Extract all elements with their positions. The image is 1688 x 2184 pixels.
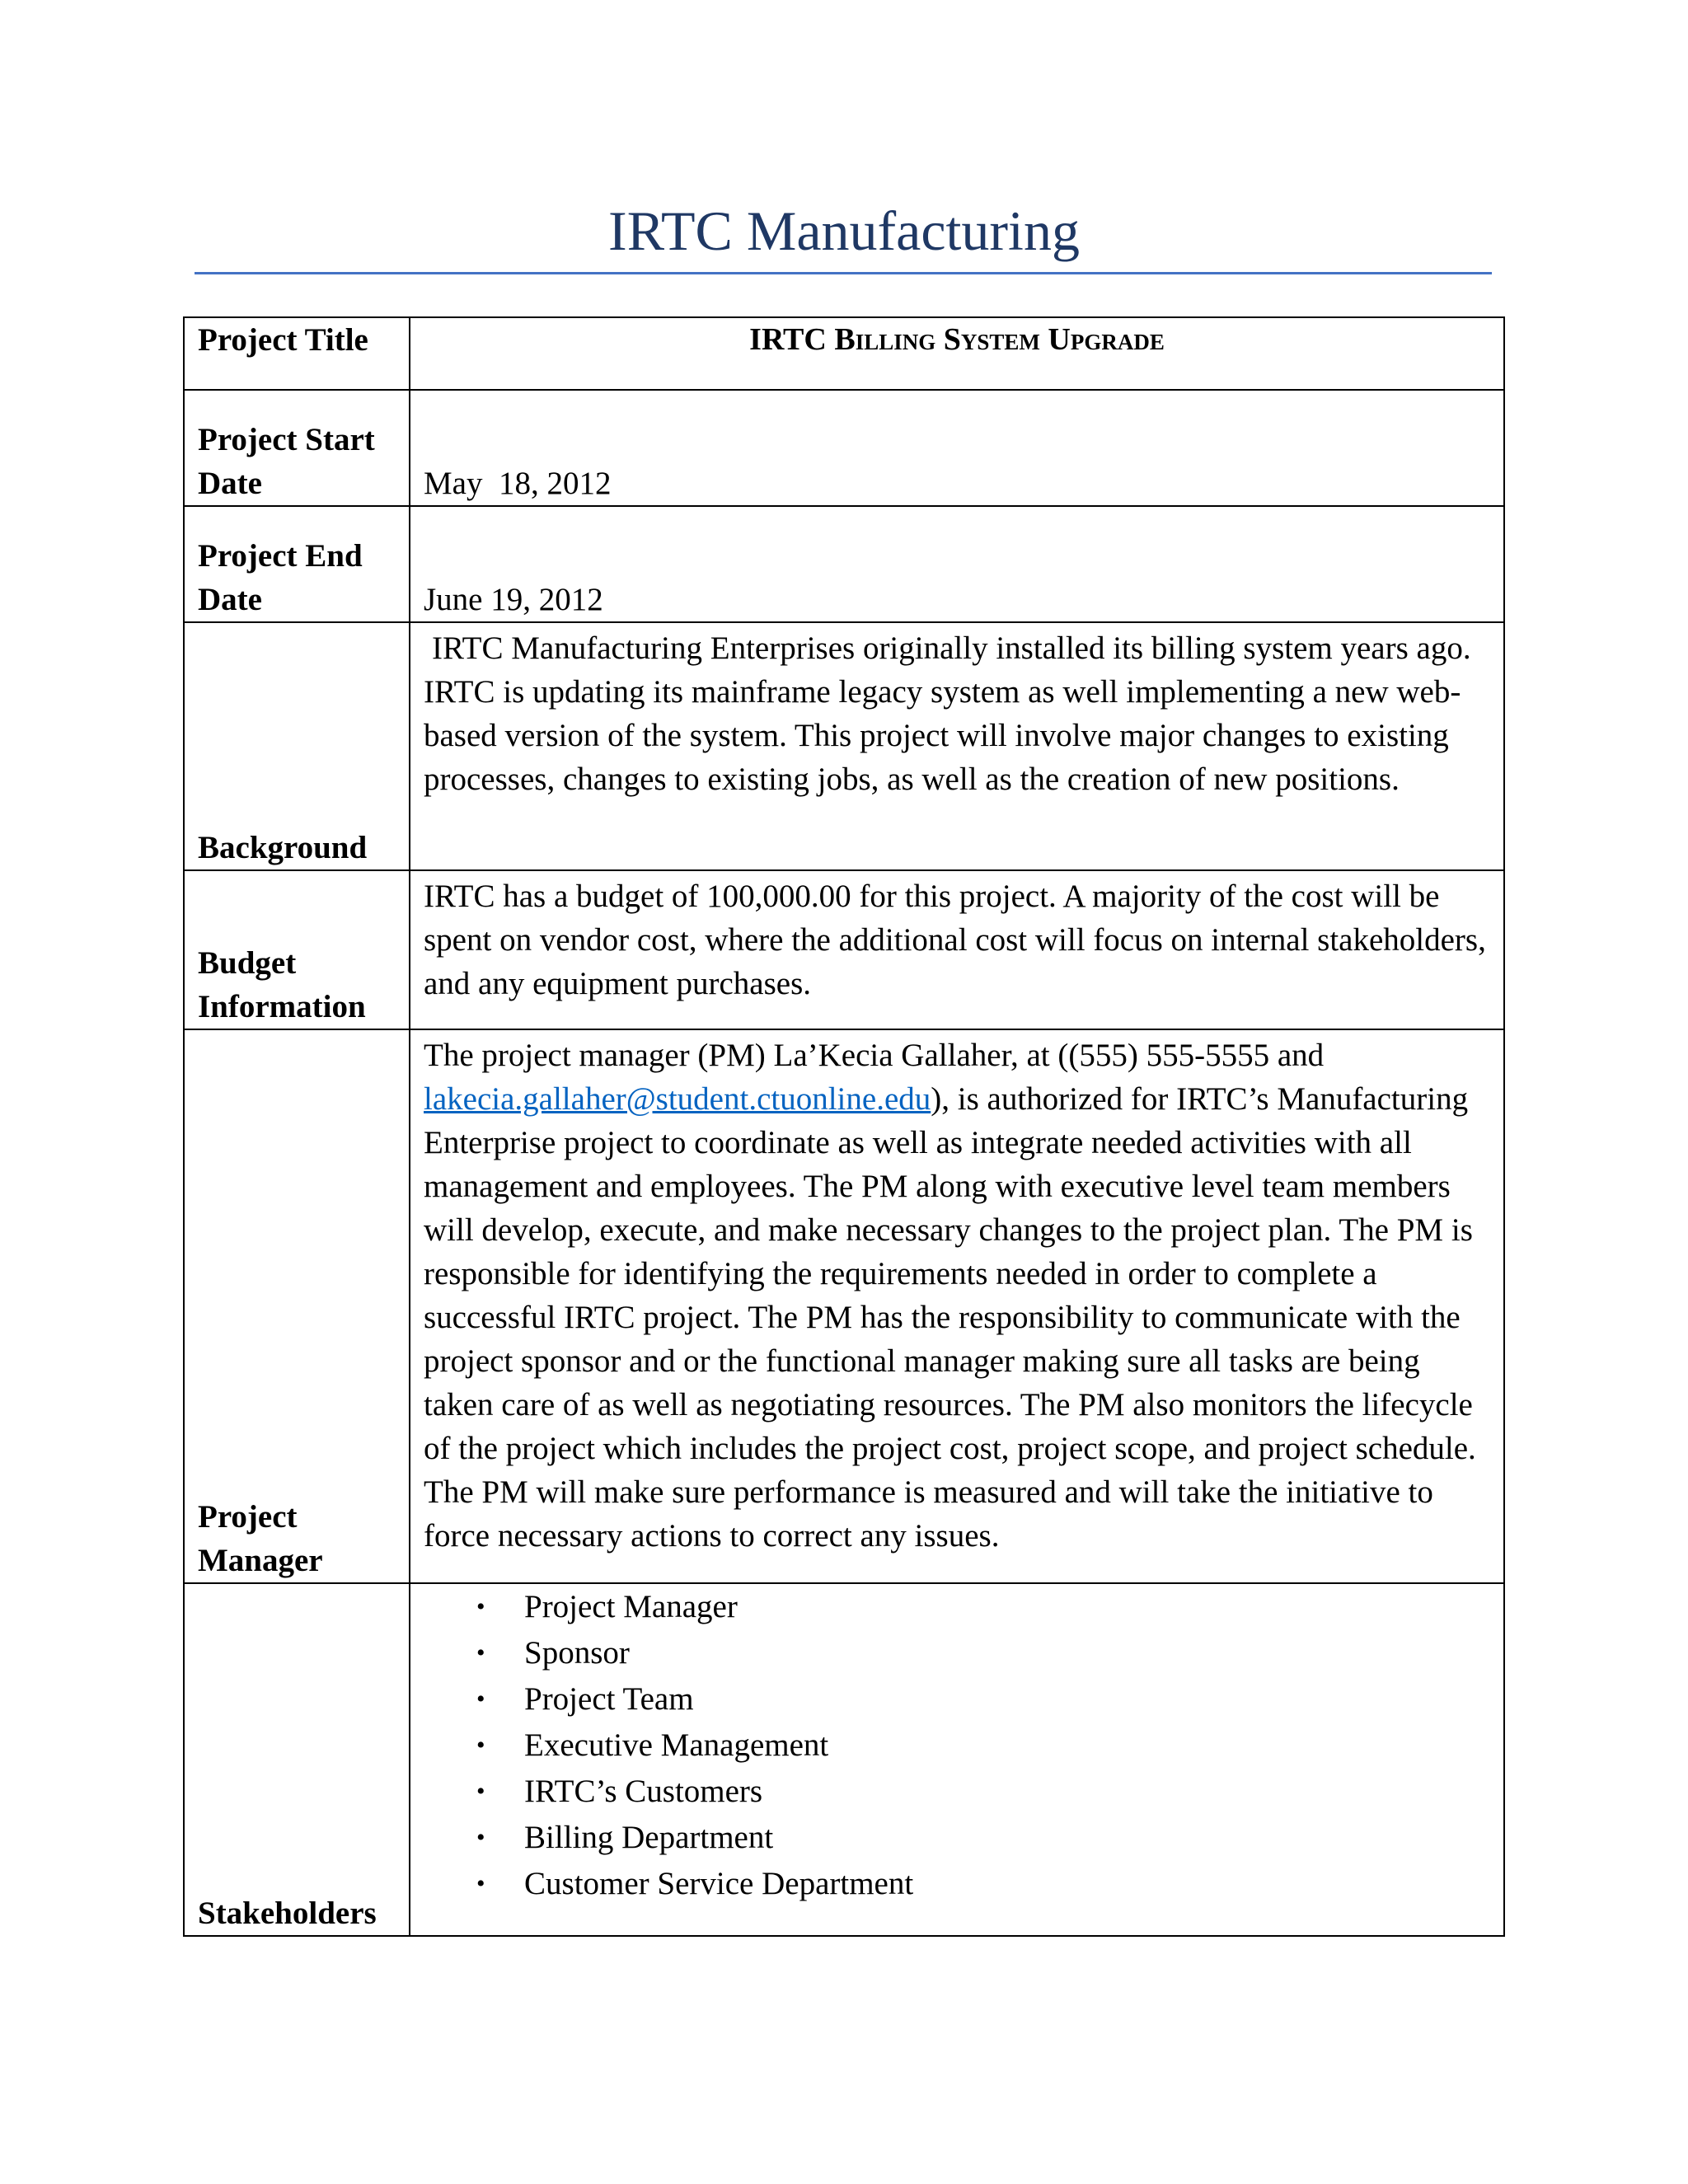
list-item bbox=[424, 1584, 1490, 1630]
table-row-project-title bbox=[184, 317, 1504, 390]
project-title-part: IRTC bbox=[749, 322, 827, 357]
stakeholder-name: Customer Service Department bbox=[524, 1866, 914, 1901]
list-item bbox=[424, 1722, 1490, 1769]
list-item bbox=[424, 1815, 1490, 1861]
budget-value bbox=[410, 870, 1504, 1029]
stakeholder-name: Executive Management bbox=[524, 1727, 829, 1763]
bullet-icon: • bbox=[476, 1685, 485, 1713]
stakeholders-label: Stakeholders bbox=[184, 1583, 410, 1936]
project-title-part: Billing bbox=[834, 322, 936, 357]
start-date-label: Project Start Date bbox=[184, 390, 410, 506]
stakeholder-name: Project Team bbox=[524, 1681, 694, 1717]
bullet-icon: • bbox=[476, 1870, 485, 1897]
project-title-label: Project Title bbox=[184, 317, 410, 390]
table-row-budget bbox=[184, 870, 1504, 1029]
page-title: IRTC Manufacturing bbox=[608, 199, 1080, 262]
stakeholder-list bbox=[424, 1584, 1490, 1907]
list-item bbox=[424, 1630, 1490, 1676]
project-charter-table bbox=[183, 316, 1505, 1937]
stakeholders-value bbox=[410, 1583, 1504, 1936]
table-row-end-date bbox=[184, 506, 1504, 622]
stakeholder-name: Sponsor bbox=[524, 1635, 630, 1671]
stakeholder-name: Billing Department bbox=[524, 1820, 774, 1855]
project-title-value bbox=[410, 317, 1504, 390]
table-row-background bbox=[184, 622, 1504, 870]
end-date-value: June 19, 2012 bbox=[410, 506, 1504, 622]
end-date-label: Project End Date bbox=[184, 506, 410, 622]
budget-text: IRTC has a budget of 100,000.00 for this project. A majority of the cost will be spent on vendor cost, where the additional cost will focus on internal stakeholders, and any equipment purchases. bbox=[424, 879, 1486, 1001]
project-manager-label: Project Manager bbox=[184, 1029, 410, 1583]
bullet-icon: • bbox=[476, 1732, 485, 1759]
background-label: Background bbox=[184, 622, 410, 870]
budget-label: Budget Information bbox=[184, 870, 410, 1029]
table-row-stakeholders bbox=[184, 1583, 1504, 1936]
bullet-icon: • bbox=[476, 1639, 485, 1666]
email-link[interactable]: lakecia.gallaher@student.ctuonline.edu bbox=[424, 1081, 931, 1117]
bullet-icon: • bbox=[476, 1593, 485, 1620]
stakeholder-name: IRTC’s Customers bbox=[524, 1774, 763, 1809]
stakeholder-name: Project Manager bbox=[524, 1589, 738, 1624]
title-underline bbox=[195, 272, 1492, 274]
project-title-part: System bbox=[943, 322, 1040, 357]
list-item bbox=[424, 1769, 1490, 1815]
table-row-project-manager bbox=[184, 1029, 1504, 1583]
background-value: IRTC Manufacturing Enterprises originally installed its billing system years ago. IRTC is updating its mainframe legacy system as well implementing a new web-based version of the system. This project will involve major changes to existing processes, changes to existing jobs, as well as the creation of new positions. bbox=[410, 622, 1504, 870]
project-manager-value bbox=[410, 1029, 1504, 1583]
start-date-value: May 18, 2012 bbox=[410, 390, 1504, 506]
project-manager-text-before: The project manager (PM) La’Kecia Gallaher, at ((555) 555-5555 and bbox=[424, 1038, 1325, 1073]
project-title-part: Upgrade bbox=[1048, 322, 1165, 357]
project-manager-text-after: ), is authorized for IRTC’s Manufacturing Enterprise project to coordinate as well as integrate needed activities with all management and employees. The PM along with executive level team members will develop, execute, and make necessary changes to the project plan. The PM is responsible for identifying the requirements needed in order to complete a successful IRTC project. The PM has the responsibility to communicate with the project sponsor and or the functional manager making sure all tasks are being taken care of as well as negotiating resources. The PM also monitors the lifecycle of the project which includes the project cost, project scope, and project schedule. The PM will make sure performance is measured and will take the initiative to force necessary actions to correct any issues. bbox=[424, 1081, 1476, 1554]
list-item bbox=[424, 1676, 1490, 1722]
bullet-icon: • bbox=[476, 1778, 485, 1805]
table-row-start-date bbox=[184, 390, 1504, 506]
list-item bbox=[424, 1861, 1490, 1907]
bullet-icon: • bbox=[476, 1824, 485, 1851]
